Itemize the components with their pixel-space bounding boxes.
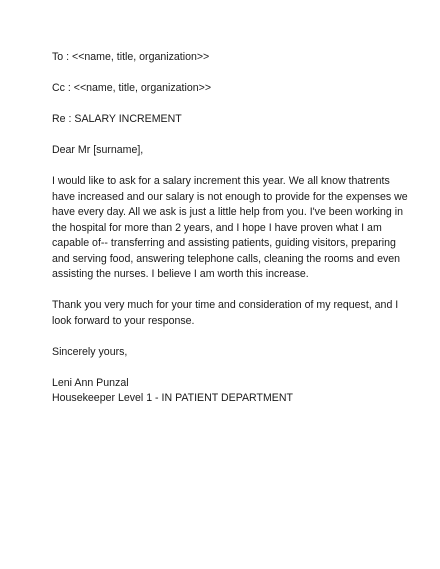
body-paragraph-1	[52, 174, 408, 283]
subject-line: Re : SALARY INCREMENT	[52, 113, 182, 125]
salutation: Dear Mr [surname],	[52, 144, 144, 156]
body-paragraph-1-line: and serving food, answering telephone calls, cleaning the rooms and even	[52, 252, 401, 265]
body-paragraph-1-line: I would like to ask for a salary increment this year. We all know thatrents	[52, 175, 390, 187]
body-paragraph-2-line: look forward to your response.	[52, 314, 195, 327]
cc-line: Cc : <<name, title, organization>>	[52, 82, 211, 94]
body-paragraph-1-line: the hospital for more than 2 years, and I hope I have proven what I am	[52, 221, 382, 234]
body-paragraph-1-line: assisting the nurses. I believe I am worth this increase.	[52, 268, 309, 280]
closing: Sincerely yours,	[52, 345, 128, 358]
signature-title: Housekeeper Level 1 - IN PATIENT DEPARTMENT	[52, 392, 293, 404]
letter-page	[52, 50, 408, 407]
body-paragraph-2-line: Thank you very much for your time and consideration of my request, and I	[52, 299, 399, 311]
body-paragraph-2	[52, 298, 402, 329]
signature-name: Leni Ann Punzal	[52, 376, 129, 389]
body-paragraph-1-line: have increased and our salary is not enough to provide for the expenses we	[52, 190, 408, 203]
to-line: To : <<name, title, organization>>	[52, 51, 210, 63]
body-paragraph-1-line: capable of-- transferring and assisting patients, guiding visitors, preparing	[52, 237, 396, 249]
body-paragraph-1-line: have every day. All we ask is just a little help from you. I've been working in	[52, 206, 403, 218]
